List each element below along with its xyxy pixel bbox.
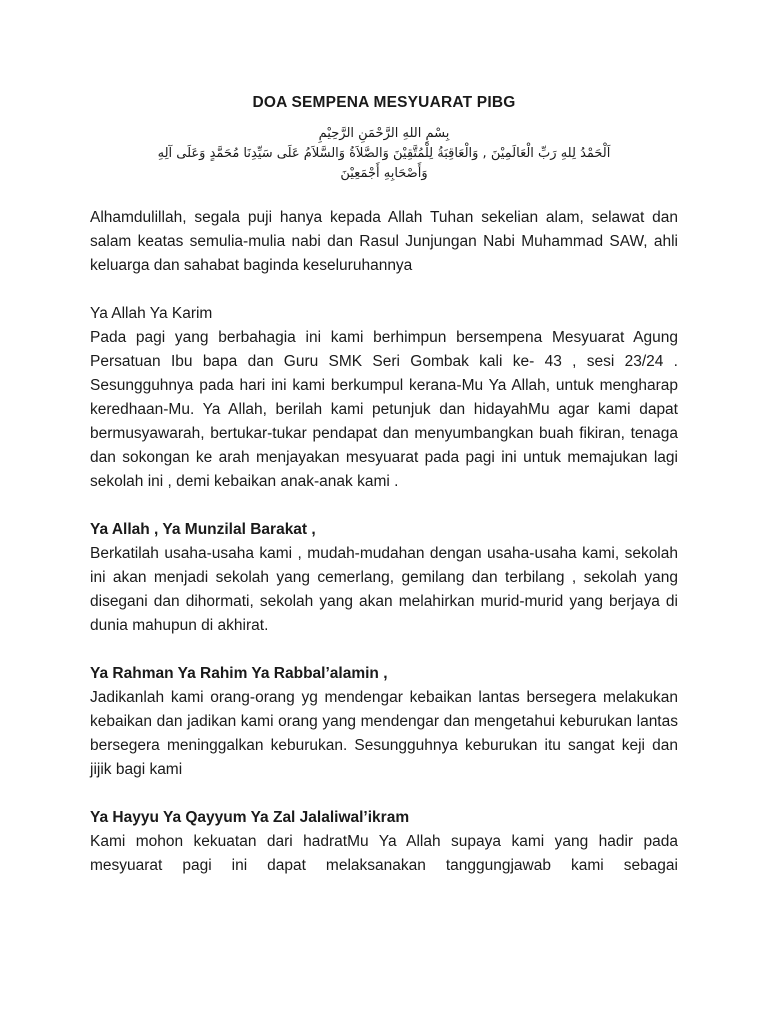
section-heading: Ya Allah , Ya Munzilal Barakat , <box>90 521 316 538</box>
section-body: Berkatilah usaha-usaha kami , mudah-mudahan dengan usaha-usaha kami, sekolah ini akan menjadi sekolah yang cemerlang, gemilang dan terbilang , sekolah yang disegani dan dihormati, sekolah yang akan melahirkan murid-murid yang berjaya di dunia mahupun di akhirat. <box>90 545 678 634</box>
section-body: Kami mohon kekuatan dari hadratMu Ya Allah supaya kami yang hadir pada mesyuarat pagi ini dapat melaksanakan tanggungjawab kami sebagai <box>90 833 678 874</box>
section-heading: Ya Allah Ya Karim <box>90 305 213 322</box>
arabic-line-hamdalah: اَلْحَمْدُ لِلهِ رَبِّ الْعَالَمِيْنَ , وَالْعَاقِبَةُ لِلْمُتَّقِيْنَ وَالصَّلاَةُ وَالسَّلاَمُ عَلَى سَيِّدِنَا مُحَمَّدٍ وَعَلَى آلِهِ <box>157 146 611 161</box>
document-page <box>90 92 678 902</box>
section-body: Pada pagi yang berbahagia ini kami berhimpun bersempena Mesyuarat Agung Persatuan Ibu bapa dan Guru SMK Seri Gombak kali ke- 43 , sesi 23/24 . Sesungguhnya pada hari ini kami berkumpul kerana-Mu Ya Allah, untuk mengharap keredhaan-Mu. Ya Allah, berilah kami petunjuk dan hidayahMu agar kami dapat bermusyawarah, bertukar-tukar pendapat dan menyumbangkan buah fikiran, tenaga dan sokongan ke arah menjayakan mesyuarat pada pagi ini untuk memajukan lagi sekolah ini , demi kebaikan anak-anak kami . <box>90 329 678 490</box>
arabic-line-basmalah: بِسْمِ اللهِ الرَّحْمَنِ الرَّحِيْمِ <box>318 126 450 141</box>
document-title: DOA SEMPENA MESYUARAT PIBG <box>252 94 516 111</box>
section-body: Jadikanlah kami orang-orang yg mendengar kebaikan lantas bersegera melakukan kebaikan dan jadikan kami orang yang mendengar dan mengetahui keburukan lantas bersegera meninggalkan keburukan. Sesungguhnya keburukan itu sangat keji dan jijik bagi kami <box>90 689 678 778</box>
arabic-line-closing: وَأَصْحَابِهِ أَجْمَعِيْنَ <box>340 166 428 181</box>
intro-paragraph: Alhamdulillah, segala puji hanya kepada Allah Tuhan sekelian alam, selawat dan salam keatas semulia-mulia nabi dan Rasul Junjungan Nabi Muhammad SAW, ahli keluarga dan sahabat baginda keseluruhannya <box>90 209 678 274</box>
section-ya-rahman-ya-rahim <box>90 662 678 782</box>
arabic-opening <box>90 124 678 184</box>
section-ya-allah-ya-karim <box>90 302 678 494</box>
section-heading: Ya Hayyu Ya Qayyum Ya Zal Jalaliwal’ikram <box>90 809 410 826</box>
section-ya-munzilal-barakat <box>90 518 678 638</box>
section-heading: Ya Rahman Ya Rahim Ya Rabbal’alamin , <box>90 665 388 682</box>
section-ya-hayyu-ya-qayyum <box>90 806 678 878</box>
